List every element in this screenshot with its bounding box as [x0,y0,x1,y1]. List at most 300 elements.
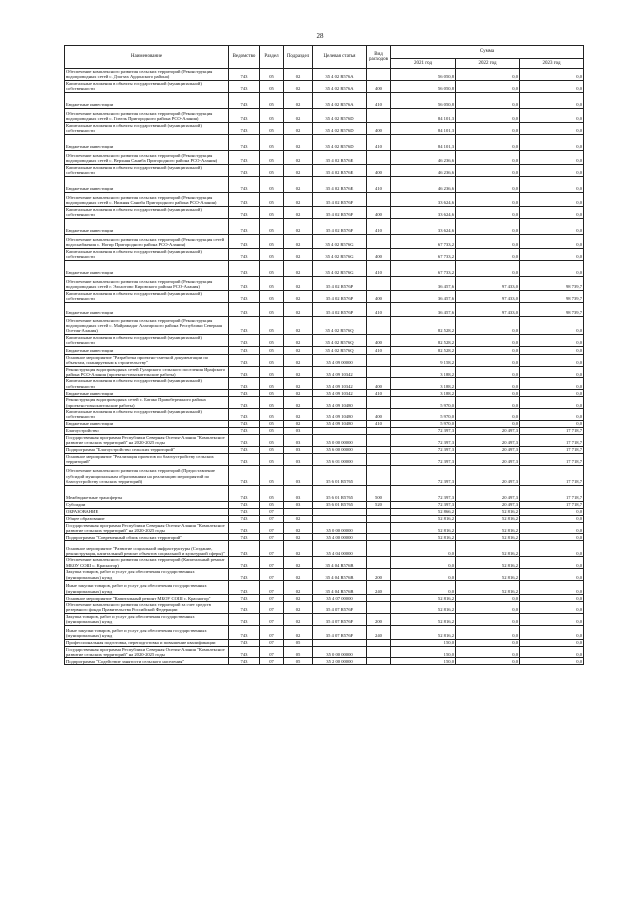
cell-vedomstvo: 743 [229,290,260,302]
cell-target: 35 4 02 R576E [313,150,367,164]
cell-target: 35 4 00 00000 [313,534,367,541]
cell-vid [367,354,391,366]
cell-vid [367,427,391,434]
cell-2023: 0,0 [520,515,584,522]
cell-name: Профессиональная подготовка, переподготовка и повышение квалификации [65,639,229,646]
cell-target: 35 4 09 10480 [313,409,367,421]
table-row [65,446,584,453]
table-row [65,92,584,108]
cell-vid [367,639,391,646]
cell-target [313,427,367,434]
cell-vedomstvo: 743 [229,646,260,658]
cell-razdel: 05 [260,420,284,427]
table-row [65,354,584,366]
cell-name: Закупка товаров, работ и услуг для обеспечения государственных (муниципальных) нужд [65,613,229,625]
cell-podrazdel: 02 [284,569,313,581]
cell-2021: 52 816,2 [391,515,456,522]
cell-target: 35 4 02 R576P [313,276,367,290]
cell-2023: 0,0 [520,248,584,260]
cell-2022: 20 497,3 [456,434,520,446]
cell-name: Государственная программа Республики Северная Осетия-Алания "Комплексное развитие сельских территорий" на 2020-2025 годы [65,522,229,534]
cell-2021: 84 101,3 [391,134,456,150]
cell-vedomstvo: 743 [229,260,260,276]
cell-vid: 410 [367,346,391,354]
cell-vid [367,465,391,485]
cell-2022: 0,0 [456,92,520,108]
cell-vedomstvo: 743 [229,316,260,334]
table-row [65,80,584,92]
cell-name: Основное мероприятие "Реализация проектов по благоустройству сельских территорий" [65,453,229,465]
cell-2023: 17 718,7 [520,501,584,508]
cell-vedomstvo: 743 [229,108,260,122]
cell-2022: 0,0 [456,594,520,601]
cell-podrazdel: 03 [284,485,313,501]
cell-2022: 52 816,2 [456,534,520,541]
cell-2022: 0,0 [456,260,520,276]
cell-2021: 5 970,0 [391,409,456,421]
cell-2023: 0,0 [520,80,584,92]
cell-2022: 52 816,2 [456,515,520,522]
table-row [65,557,584,569]
table-row [65,206,584,218]
cell-podrazdel: 02 [284,150,313,164]
table-row [65,346,584,354]
cell-name: Государственная программа Республики Северная Осетия-Алания "Комплексное развитие сельских территорий" на 2020-2025 годы [65,434,229,446]
cell-2022: 20 497,3 [456,501,520,508]
cell-2023: 0,0 [520,92,584,108]
cell-target: 35 6 01 R5765 [313,465,367,485]
cell-2021: 3 188,2 [391,378,456,390]
cell-2022: 0,0 [456,639,520,646]
cell-name: Бюджетные инвестиции [65,302,229,316]
cell-razdel: 07 [260,613,284,625]
cell-2021: 33 624,6 [391,218,456,234]
cell-name: Обеспечение комплексного развития сельских территорий (Реконструкция водопроводных сетей с. Верхняя Саниба Пригородного района РСО-Алания) [65,150,229,164]
cell-razdel: 05 [260,134,284,150]
table-row [65,427,584,434]
cell-vedomstvo: 743 [229,192,260,206]
cell-2022: 0,0 [456,206,520,218]
cell-2021: 0,0 [391,541,456,557]
cell-vid: 410 [367,218,391,234]
table-row [65,639,584,646]
cell-2021: 3 188,2 [391,366,456,378]
cell-2022: 0,0 [456,346,520,354]
cell-2021: 82 528,2 [391,316,456,334]
cell-2023: 0,0 [520,646,584,658]
cell-vid: 400 [367,409,391,421]
table-row [65,234,584,248]
cell-2022: 0,0 [456,248,520,260]
cell-vid: 500 [367,485,391,501]
cell-2021: 67 733,2 [391,248,456,260]
cell-target: 35 4 02 R576D [313,108,367,122]
cell-podrazdel: 02 [284,290,313,302]
cell-podrazdel: 02 [284,613,313,625]
cell-2021: 72 397,3 [391,434,456,446]
cell-vid: 400 [367,290,391,302]
cell-vedomstvo: 743 [229,580,260,594]
header-podrazdel: Подраздел [284,46,313,69]
cell-2021: 46 236,6 [391,164,456,176]
cell-2022: 0,0 [456,378,520,390]
cell-2022: 97 433,0 [456,290,520,302]
cell-vid: 410 [367,134,391,150]
cell-vid: 400 [367,248,391,260]
cell-2023: 98 739,7 [520,290,584,302]
cell-2021: 46 236,6 [391,176,456,192]
cell-2023: 0,0 [520,164,584,176]
header-name: Наименование [65,46,229,69]
cell-target: 35 4 02 R576F [313,192,367,206]
cell-2022: 20 497,3 [456,446,520,453]
cell-vid [367,397,391,409]
cell-target: 35 4 02 R576P [313,302,367,316]
cell-vid [367,366,391,378]
cell-name: Подпрограмма "Благоустройство сельских территорий" [65,446,229,453]
cell-podrazdel: 02 [284,302,313,316]
cell-2022: 52 816,2 [456,522,520,534]
cell-2022: 0,0 [456,316,520,334]
cell-2021: 82 528,2 [391,346,456,354]
cell-target: 35 4 02 R576P [313,290,367,302]
cell-target: 35 4 02 R576Q [313,334,367,346]
cell-2022: 0,0 [456,164,520,176]
cell-2023: 17 718,7 [520,453,584,465]
table-row [65,122,584,134]
cell-2023: 17 718,7 [520,465,584,485]
cell-2023: 0,0 [520,346,584,354]
cell-2021: 72 397,3 [391,501,456,508]
cell-razdel: 05 [260,248,284,260]
table-row [65,613,584,625]
cell-name: Межбюджетные трансферты [65,485,229,501]
cell-vid: 410 [367,390,391,397]
cell-2021: 72 397,3 [391,453,456,465]
header-year-2022: 2022 год [456,59,520,69]
cell-2023: 0,0 [520,580,584,594]
cell-2021: 36 457,6 [391,302,456,316]
cell-vedomstvo: 743 [229,390,260,397]
cell-vedomstvo: 743 [229,453,260,465]
cell-razdel: 05 [260,465,284,485]
cell-2023: 0,0 [520,316,584,334]
cell-2021: 52 816,2 [391,522,456,534]
cell-vedomstvo: 743 [229,515,260,522]
cell-razdel: 07 [260,569,284,581]
cell-2022: 97 433,0 [456,276,520,290]
cell-target: 35 4 09 10342 [313,390,367,397]
cell-vedomstvo: 743 [229,248,260,260]
cell-2023: 0,0 [520,176,584,192]
cell-razdel: 07 [260,515,284,522]
cell-name: Капитальные вложения в объекты государственной (муниципальной) собственности [65,334,229,346]
cell-vedomstvo: 743 [229,569,260,581]
cell-podrazdel: 02 [284,409,313,421]
cell-target: 35 0 00 00000 [313,522,367,534]
cell-vedomstvo: 743 [229,465,260,485]
cell-razdel: 07 [260,534,284,541]
cell-2023: 0,0 [520,569,584,581]
cell-vedomstvo: 743 [229,485,260,501]
cell-target: 35 6 01 R5765 [313,501,367,508]
cell-name: Реконструкция водопроводных сетей с. Батако Правобережного района (проектно-изыскательские работы) [65,397,229,409]
cell-2022: 0,0 [456,613,520,625]
cell-vedomstvo: 743 [229,176,260,192]
cell-razdel: 05 [260,206,284,218]
cell-target: 35 6 01 00000 [313,453,367,465]
cell-vedomstvo: 743 [229,69,260,81]
cell-2023: 0,0 [520,122,584,134]
cell-vid: 200 [367,613,391,625]
cell-target: 35 4 02 R576Q [313,316,367,334]
cell-razdel: 07 [260,580,284,594]
table-row [65,176,584,192]
cell-podrazdel: 02 [284,580,313,594]
cell-2022: 20 497,3 [456,453,520,465]
cell-2023: 0,0 [520,639,584,646]
cell-2022: 0,0 [456,80,520,92]
cell-2023: 0,0 [520,397,584,409]
cell-name: Обеспечение комплексного развития сельских территорий (Предоставление субсидий муниципальным образованиям на реализацию мероприятий по благоустройству сельских территорий) [65,465,229,485]
cell-target: 35 4 02 R576E [313,164,367,176]
cell-target: 35 0 00 00000 [313,646,367,658]
cell-name: Бюджетные инвестиции [65,218,229,234]
cell-name: Иные закупки товаров, работ и услуг для обеспечения государственных (муниципальных) нужд [65,625,229,639]
cell-target: 35 4 02 R576G [313,234,367,248]
cell-vedomstvo: 743 [229,92,260,108]
cell-2022: 0,0 [456,420,520,427]
table-row [65,465,584,485]
cell-vedomstvo: 743 [229,427,260,434]
cell-vid [367,276,391,290]
cell-podrazdel: 02 [284,594,313,601]
cell-2021: 5 970,0 [391,397,456,409]
header-vid: Вид расходов [367,46,391,69]
cell-razdel: 05 [260,434,284,446]
table-row [65,290,584,302]
table-row [65,508,584,515]
cell-2023: 17 718,7 [520,485,584,501]
cell-2023: 0,0 [520,150,584,164]
table-row [65,150,584,164]
table-row [65,134,584,150]
cell-razdel: 07 [260,557,284,569]
cell-name: ОБРАЗОВАНИЕ [65,508,229,515]
cell-razdel: 05 [260,446,284,453]
cell-podrazdel: 05 [284,646,313,658]
cell-razdel: 07 [260,601,284,613]
cell-2021: 52 866,2 [391,508,456,515]
cell-target: 35 4 04 R576B [313,569,367,581]
table-row [65,534,584,541]
cell-target: 35 4 02 R576A [313,69,367,81]
cell-podrazdel [284,508,313,515]
cell-2021: 9 158,2 [391,354,456,366]
cell-target: 35 6 01 R5765 [313,485,367,501]
cell-2021: 72 397,3 [391,427,456,434]
cell-name: Обеспечение комплексного развития сельских территорий (Реконструкция водопроводных сетей г. Эльхотово Кировского района РСО-Алания) [65,276,229,290]
cell-target: 35 4 02 R576A [313,80,367,92]
table-body [65,69,584,665]
cell-target [313,515,367,522]
cell-name: Государственная программа Республики Северная Осетия-Алания "Комплексное развитие сельских территорий" на 2020-2025 годы [65,646,229,658]
cell-target: 35 4 09 10480 [313,397,367,409]
cell-podrazdel: 02 [284,92,313,108]
cell-2023: 0,0 [520,420,584,427]
cell-vid: 400 [367,122,391,134]
cell-vid [367,541,391,557]
cell-name: Капитальные вложения в объекты государственной (муниципальной) собственности [65,290,229,302]
cell-vedomstvo: 743 [229,541,260,557]
cell-target [313,639,367,646]
cell-vedomstvo: 743 [229,334,260,346]
cell-target: 35 4 02 R576F [313,206,367,218]
table-row [65,409,584,421]
table-row [65,522,584,534]
cell-vid [367,594,391,601]
table-row [65,646,584,658]
cell-name: Капитальные вложения в объекты государственной (муниципальной) собственности [65,164,229,176]
cell-razdel: 05 [260,409,284,421]
cell-2023: 0,0 [520,658,584,665]
cell-2021: 52 816,2 [391,601,456,613]
cell-name: Бюджетные инвестиции [65,92,229,108]
cell-razdel: 07 [260,508,284,515]
cell-2022: 52 816,2 [456,580,520,594]
cell-razdel: 05 [260,260,284,276]
cell-vid [367,150,391,164]
cell-name: Бюджетные инвестиции [65,390,229,397]
cell-2022: 52 816,2 [456,569,520,581]
table-row [65,397,584,409]
cell-razdel: 05 [260,334,284,346]
cell-name: Иные закупки товаров, работ и услуг для обеспечения государственных (муниципальных) нужд [65,580,229,594]
cell-target: 35 4 09 10342 [313,366,367,378]
cell-vid [367,108,391,122]
cell-razdel: 05 [260,164,284,176]
cell-name: Подпрограмма "Содействие занятости сельского населения" [65,658,229,665]
cell-vid: 410 [367,302,391,316]
cell-2021: 56 050,8 [391,69,456,81]
cell-name: Обеспечение комплексного развития сельских территорий (Реконструкция водопроводных сетей с. Дзагзах Ардонского района) [65,69,229,81]
cell-2022: 0,0 [456,134,520,150]
cell-vedomstvo: 743 [229,302,260,316]
cell-vid [367,534,391,541]
table-row [65,625,584,639]
cell-2022: 0,0 [456,409,520,421]
cell-vedomstvo: 743 [229,354,260,366]
cell-target: 35 4 09 00000 [313,354,367,366]
cell-razdel: 05 [260,378,284,390]
cell-name: Капитальные вложения в объекты государственной (муниципальной) собственности [65,409,229,421]
cell-vid: 200 [367,569,391,581]
cell-target: 35 4 02 R576D [313,134,367,150]
cell-2023: 0,0 [520,218,584,234]
table-row [65,164,584,176]
cell-razdel: 05 [260,366,284,378]
cell-podrazdel: 02 [284,69,313,81]
cell-podrazdel: 02 [284,557,313,569]
cell-vedomstvo: 743 [229,501,260,508]
cell-target: 35 0 00 00000 [313,434,367,446]
cell-name: Обеспечение комплексного развития сельских территорий (Реконструкция водопроводных сетей с. Гизель Пригородного района РСО-Алания) [65,108,229,122]
cell-target: 35 4 02 R576G [313,248,367,260]
cell-2022: 0,0 [456,218,520,234]
cell-2022: 0,0 [456,646,520,658]
cell-razdel: 05 [260,218,284,234]
cell-podrazdel: 02 [284,334,313,346]
cell-razdel: 05 [260,108,284,122]
cell-2023: 0,0 [520,69,584,81]
cell-2023: 0,0 [520,260,584,276]
cell-name: Бюджетные инвестиции [65,346,229,354]
cell-2023: 0,0 [520,378,584,390]
cell-2021: 36 457,6 [391,290,456,302]
cell-target: 35 2 00 00000 [313,658,367,665]
cell-2022: 0,0 [456,122,520,134]
cell-2021: 72 397,3 [391,465,456,485]
cell-vedomstvo: 743 [229,534,260,541]
cell-vid [367,646,391,658]
cell-vid [367,192,391,206]
cell-vedomstvo: 743 [229,206,260,218]
cell-2023: 0,0 [520,625,584,639]
table-row [65,218,584,234]
cell-razdel: 05 [260,453,284,465]
cell-vedomstvo: 743 [229,122,260,134]
cell-razdel: 07 [260,658,284,665]
cell-2022: 0,0 [456,176,520,192]
cell-podrazdel: 02 [284,248,313,260]
cell-podrazdel: 02 [284,366,313,378]
cell-razdel: 05 [260,354,284,366]
cell-target: 35 4 04 R576B [313,580,367,594]
cell-vedomstvo: 743 [229,594,260,601]
cell-vid [367,515,391,522]
cell-2023: 0,0 [520,557,584,569]
cell-name: Обеспечение комплексного развития сельских территорий за счет средств резервного фонда Правительства Российской Федерации [65,601,229,613]
cell-2021: 52 816,2 [391,625,456,639]
cell-name: Бюджетные инвестиции [65,420,229,427]
table-row [65,485,584,501]
cell-vid [367,601,391,613]
cell-podrazdel: 03 [284,434,313,446]
table-row [65,260,584,276]
cell-razdel: 05 [260,234,284,248]
cell-razdel: 07 [260,625,284,639]
cell-name: Обеспечение комплексного развития сельских территорий (Реконструкция водопроводных сетей с. Нижняя Саниба Пригородного района РСО-Алания) [65,192,229,206]
cell-name: Бюджетные инвестиции [65,260,229,276]
cell-podrazdel: 02 [284,206,313,218]
cell-vedomstvo: 743 [229,397,260,409]
cell-2023: 0,0 [520,613,584,625]
cell-vedomstvo: 743 [229,658,260,665]
cell-2023: 0,0 [520,409,584,421]
cell-2022: 0,0 [456,601,520,613]
cell-podrazdel: 05 [284,639,313,646]
cell-vid [367,453,391,465]
cell-target: 35 4 09 10342 [313,378,367,390]
cell-vedomstvo: 743 [229,420,260,427]
cell-name: Основное мероприятие "Разработка проектно-сметной документации по объектам, планируемым к строительству" [65,354,229,366]
table-row [65,69,584,81]
cell-name: Субсидии [65,501,229,508]
cell-vedomstvo: 743 [229,639,260,646]
cell-2021: 82 528,2 [391,334,456,346]
cell-2023: 0,0 [520,522,584,534]
cell-podrazdel: 02 [284,218,313,234]
